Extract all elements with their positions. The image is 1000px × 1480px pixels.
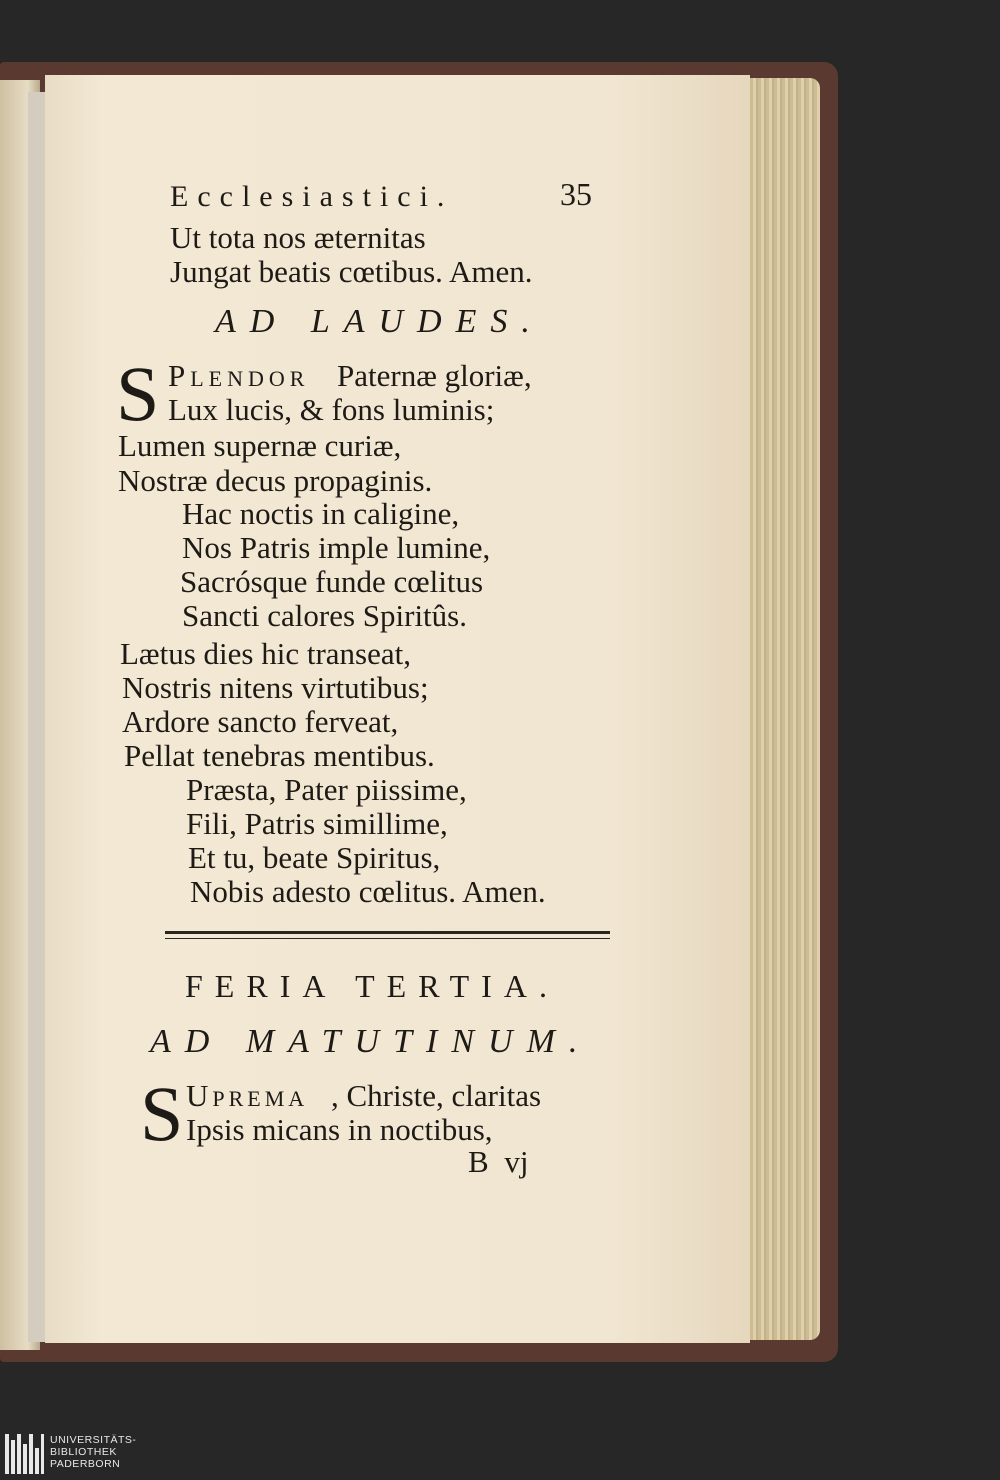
page-fore-edge — [750, 78, 820, 1340]
text-line: Præsta, Pater piissime, — [186, 772, 467, 807]
library-logo-line: BIBLIOTHEK — [50, 1446, 117, 1458]
first-word: Uprema — [186, 1078, 309, 1113]
first-word: Plendor — [168, 358, 310, 393]
library-logo-line: UNIVERSITÄTS- — [50, 1434, 137, 1446]
text-line: Et tu, beate Spiritus, — [188, 840, 441, 875]
hymn-title: AD LAUDES. — [215, 303, 544, 340]
library-logo-line: PADERBORN — [50, 1458, 121, 1470]
text-line: Ardore sancto ferveat, — [122, 704, 399, 739]
text-line: Lumen supernæ curiæ, — [118, 428, 402, 463]
text-line: Nostris nitens virtutibus; — [122, 670, 429, 705]
drop-cap: S — [116, 350, 160, 437]
text-line: , Christe, claritas — [331, 1078, 542, 1113]
text-line: Fili, Patris simillime, — [186, 806, 448, 841]
text-line: Ut tota nos æternitas — [170, 220, 426, 255]
text-line: Hac noctis in caligine, — [182, 496, 460, 531]
text-line: Lætus dies hic transeat, — [120, 636, 411, 671]
section-heading: FERIA TERTIA. — [185, 968, 559, 1004]
running-header: Ecclesiastici. — [170, 180, 454, 213]
text-line: Jungat beatis cœtibus. Amen. — [170, 254, 533, 289]
text-line: Sacrósque funde cœlitus — [180, 564, 484, 599]
separator-rule — [165, 931, 610, 934]
text-line: Pellat tenebras mentibus. — [124, 738, 435, 773]
text-line: Nos Patris imple lumine, — [182, 530, 491, 565]
library-logo-icon — [5, 1434, 45, 1474]
text-line: Nostræ decus propaginis. — [118, 463, 433, 498]
text-line: Lux lucis, & fons luminis; — [168, 392, 495, 427]
page-number: 35 — [560, 176, 592, 212]
text-line: Nobis adesto cœlitus. Amen. — [190, 874, 546, 909]
drop-cap: S — [140, 1070, 184, 1157]
signature-mark: B vj — [468, 1144, 529, 1179]
hymn-title: AD MATUTINUM. — [150, 1023, 592, 1060]
text-line: Sancti calores Spiritûs. — [182, 598, 467, 633]
footer-bar — [0, 1430, 1000, 1480]
separator-rule — [165, 938, 610, 939]
text-line: Paternæ gloriæ, — [337, 358, 532, 393]
text-line: Ipsis micans in noctibus, — [186, 1112, 493, 1147]
